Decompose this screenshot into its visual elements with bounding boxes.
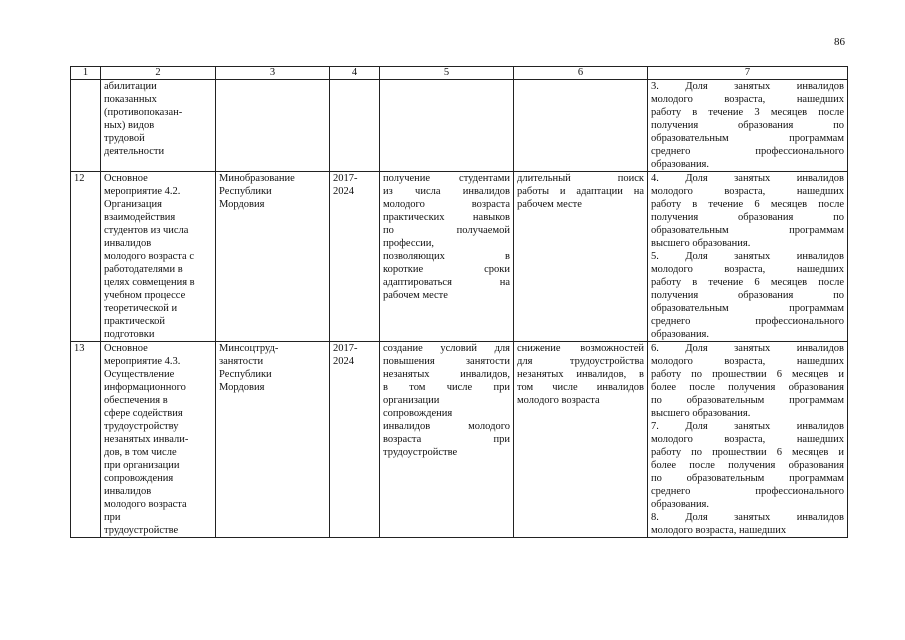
text-line: работы и адаптации на (517, 186, 644, 197)
text-line: работодателями в (104, 264, 183, 275)
text-line: инвалидов (104, 486, 152, 497)
text-line: трудоустройстве (383, 447, 458, 458)
text-line: Основное (104, 173, 148, 184)
text-line: целях совмещения в (104, 277, 195, 288)
header-cell: 4 (330, 67, 380, 80)
text-line: Мордовия (219, 382, 265, 393)
text-line: 3. Доля занятых инвалидов (651, 81, 844, 92)
text-line: при (104, 512, 121, 523)
text-line: высшего образования. (651, 408, 751, 419)
header-cell: 3 (216, 67, 330, 80)
text-line: 6. Доля занятых инвалидов (651, 343, 844, 354)
cell-expected-result (380, 342, 514, 538)
text-line: незанятых инвали- (104, 434, 189, 445)
cell-number: 12 (71, 172, 101, 342)
text-line: абилитации (104, 81, 157, 92)
cell-indicators (648, 172, 848, 342)
text-line: адаптироваться на (383, 277, 510, 288)
text-line: образовательным программам (651, 133, 844, 144)
text-line: молодого возраста, нашедших (651, 356, 844, 367)
cell-executor (216, 172, 330, 342)
header-row (71, 67, 848, 80)
text-line: Минсоцтруд- (219, 343, 279, 354)
text-line: студентов из числа (104, 225, 189, 236)
text-line: ных) видов (104, 120, 155, 131)
text-line: позволяющих в (383, 251, 510, 262)
text-line: 5. Доля занятых инвалидов (651, 251, 844, 262)
text-line: образования. (651, 329, 710, 340)
cell-period (330, 80, 380, 172)
text-line: высшего образования. (651, 238, 751, 249)
text-line: получения образования по (651, 290, 844, 301)
text-line: незанятых инвалидов, в (517, 369, 644, 380)
text-line: среднего профессионального (651, 316, 844, 327)
text-line: образования. (651, 499, 710, 510)
text-line: получение студентами (383, 173, 510, 184)
text-line: мероприятие 4.3. (104, 356, 181, 367)
text-line: повышения занятости (383, 356, 510, 367)
cell-consequence (514, 172, 648, 342)
text-line: профессии, (383, 238, 435, 249)
text-line: получения образования по (651, 212, 844, 223)
text-line: занятости (219, 356, 264, 367)
cell-number (71, 80, 101, 172)
text-line: молодого возраста (104, 499, 187, 510)
cell-measure (101, 342, 216, 538)
text-line: молодого возраста с (104, 251, 194, 262)
text-line: молодого возраста, нашедших (651, 94, 844, 105)
text-line: сопровождения (104, 473, 174, 484)
text-line: сопровождения (383, 408, 453, 419)
text-line: (противопоказан- (104, 107, 183, 118)
cell-executor (216, 342, 330, 538)
header-cell: 2 (101, 67, 216, 80)
text-line: молодого возраста, нашедших (651, 525, 787, 536)
text-line: 2024 (333, 356, 354, 367)
text-line: снижение возможностей (517, 343, 644, 354)
text-line: получения образования по (651, 120, 844, 131)
text-line: Республики (219, 369, 272, 380)
cell-consequence (514, 342, 648, 538)
text-line: для трудоустройства (517, 356, 644, 367)
text-line: 2017- (333, 173, 358, 184)
text-line: организации (383, 395, 440, 406)
text-line: Минобразование (219, 173, 295, 184)
text-line: образования. (651, 159, 710, 170)
page-number: 86 (834, 36, 845, 48)
text-line: образовательным программам (651, 303, 844, 314)
text-line: практической (104, 316, 166, 327)
text-line: сфере содействия (104, 408, 183, 419)
text-line: Организация (104, 199, 162, 210)
text-line: работу по прошествии 6 месяцев и (651, 369, 844, 380)
text-line: 7. Доля занятых инвалидов (651, 421, 844, 432)
text-line: 8. Доля занятых инвалидов (651, 512, 844, 523)
table-row (71, 80, 848, 172)
text-line: молодого возраста (517, 395, 600, 406)
cell-period (330, 172, 380, 342)
text-line: по образовательным программам (651, 473, 844, 484)
text-line: теоретической и (104, 303, 178, 314)
text-line: 2024 (333, 186, 354, 197)
text-line: незанятых инвалидов, (383, 369, 510, 380)
text-line: более после получения образования (651, 460, 844, 471)
program-table (70, 66, 848, 538)
text-line: рабочем месте (383, 290, 448, 301)
cell-expected-result (380, 80, 514, 172)
text-line: при организации (104, 460, 180, 471)
table-row (71, 342, 848, 538)
text-line: образовательным программам (651, 225, 844, 236)
text-line: работу в течение 3 месяцев после (651, 107, 844, 118)
header-cell: 5 (380, 67, 514, 80)
cell-number: 13 (71, 342, 101, 538)
cell-indicators (648, 80, 848, 172)
text-line: обеспечения в (104, 395, 168, 406)
text-line: 4. Доля занятых инвалидов (651, 173, 844, 184)
text-line: создание условий для (383, 343, 510, 354)
text-line: том числе инвалидов (517, 382, 644, 393)
text-line: показанных (104, 94, 157, 105)
cell-expected-result (380, 172, 514, 342)
text-line: мероприятие 4.2. (104, 186, 181, 197)
text-line: в том числе при (383, 382, 510, 393)
text-line: работу в течение 6 месяцев после (651, 199, 844, 210)
text-line: подготовки (104, 329, 155, 340)
text-line: практических навыков (383, 212, 510, 223)
cell-executor (216, 80, 330, 172)
text-line: Основное (104, 343, 148, 354)
text-line: среднего профессионального (651, 486, 844, 497)
text-line: рабочем месте (517, 199, 582, 210)
text-line: среднего профессионального (651, 146, 844, 157)
text-line: деятельности (104, 146, 165, 157)
cell-measure (101, 172, 216, 342)
text-line: трудовой (104, 133, 145, 144)
text-line: инвалидов (104, 238, 152, 249)
text-line: молодого возраста, нашедших (651, 264, 844, 275)
text-line: Осуществление (104, 369, 175, 380)
text-line: Республики (219, 186, 272, 197)
text-line: по образовательным программам (651, 395, 844, 406)
cell-measure (101, 80, 216, 172)
text-line: по получаемой (383, 225, 510, 236)
text-line: Мордовия (219, 199, 265, 210)
cell-consequence (514, 80, 648, 172)
text-line: короткие сроки (383, 264, 510, 275)
text-line: молодого возраста (383, 199, 510, 210)
text-line: дов, в том числе (104, 447, 177, 458)
text-line: учебном процессе (104, 290, 186, 301)
text-line: информационного (104, 382, 186, 393)
text-line: трудоустройству (104, 421, 179, 432)
text-line: взаимодействия (104, 212, 176, 223)
text-line: работу по прошествии 6 месяцев и (651, 447, 844, 458)
text-line: работу в течение 6 месяцев после (651, 277, 844, 288)
header-cell: 1 (71, 67, 101, 80)
cell-period (330, 342, 380, 538)
text-line: инвалидов молодого (383, 421, 510, 432)
text-line: 2017- (333, 343, 358, 354)
text-line: длительный поиск (517, 173, 644, 184)
text-line: более после получения образования (651, 382, 844, 393)
text-line: из числа инвалидов (383, 186, 510, 197)
header-cell: 6 (514, 67, 648, 80)
text-line: возраста при (383, 434, 510, 445)
table-row (71, 172, 848, 342)
text-line: трудоустройстве (104, 525, 179, 536)
text-line: молодого возраста, нашедших (651, 434, 844, 445)
header-cell: 7 (648, 67, 848, 80)
text-line: молодого возраста, нашедших (651, 186, 844, 197)
cell-indicators (648, 342, 848, 538)
